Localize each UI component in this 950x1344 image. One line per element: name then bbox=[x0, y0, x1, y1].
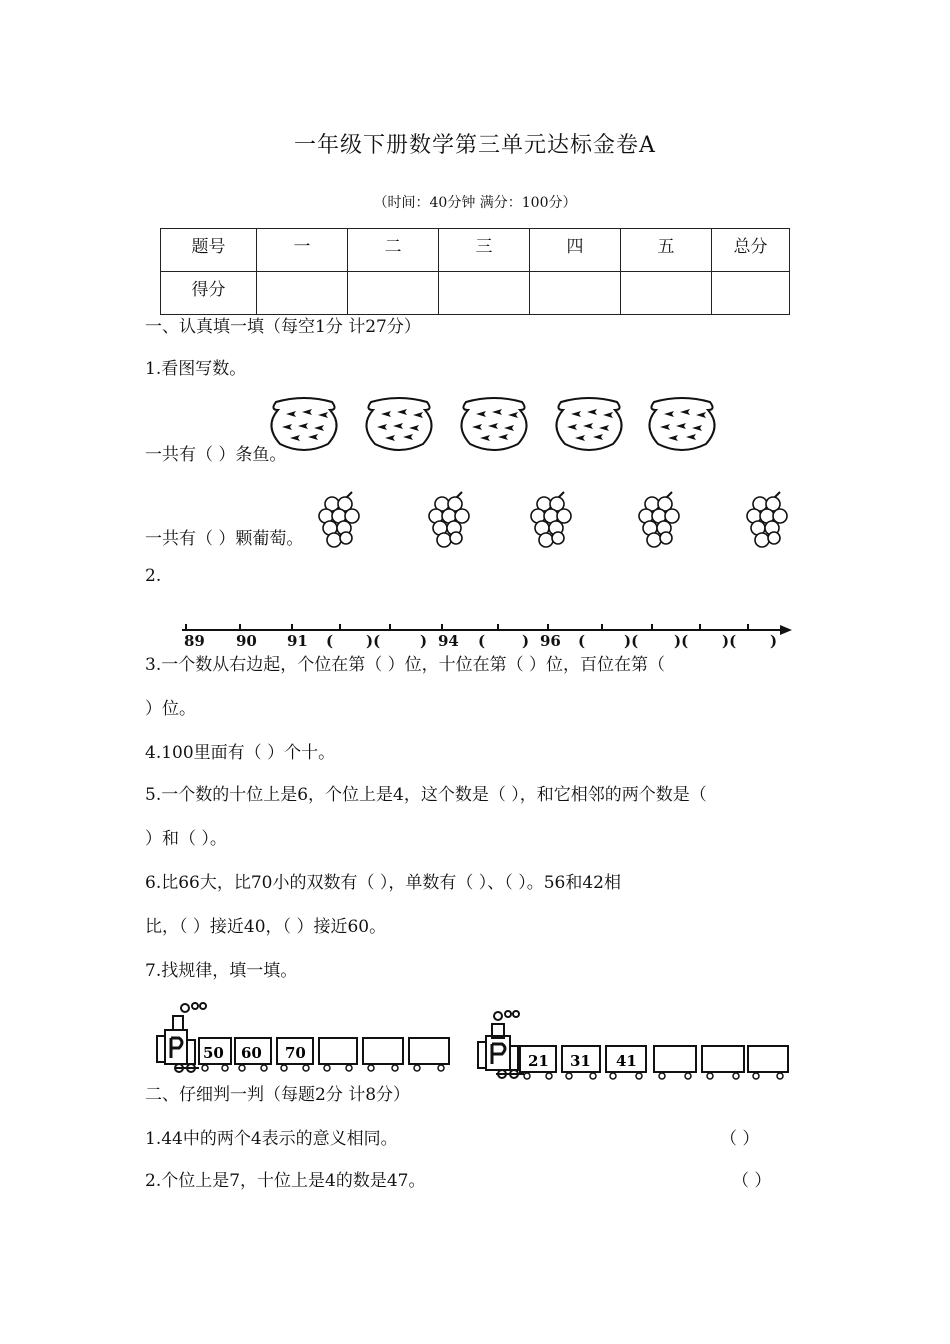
grape-icon bbox=[319, 492, 359, 547]
train-car-blank[interactable] bbox=[702, 1046, 744, 1079]
tick-label: ) bbox=[420, 632, 428, 650]
score-table bbox=[160, 228, 790, 315]
fish-bowl-icon bbox=[366, 398, 431, 450]
tick-label: ( bbox=[326, 632, 334, 650]
score-header-cell: 题号 bbox=[161, 229, 257, 272]
score-input-cell[interactable] bbox=[621, 272, 712, 315]
tick-label: 90 bbox=[236, 632, 257, 650]
train-car bbox=[235, 1038, 271, 1071]
page-title: 一年级下册数学第三单元达标金卷A bbox=[294, 133, 656, 158]
tick-label: )( bbox=[722, 632, 737, 650]
train-car-number: 50 bbox=[203, 1044, 224, 1062]
score-header-cell: 总分 bbox=[712, 229, 790, 272]
train-car-blank[interactable] bbox=[319, 1038, 357, 1071]
judge-item-2: 2.个位上是7，十位上是4的数是47。 bbox=[145, 1171, 426, 1191]
q6-line1: 6.比66大，比70小的双数有（ ），单数有（ ）、（ ）。56和42相 bbox=[145, 873, 621, 893]
score-header-cell: 五 bbox=[621, 229, 712, 272]
judge-answer-blank[interactable]: （ ） bbox=[720, 1129, 760, 1149]
score-input-cell[interactable] bbox=[348, 272, 439, 315]
tick-label: ) bbox=[522, 632, 530, 650]
score-input-cell[interactable] bbox=[257, 272, 348, 315]
score-header-cell: 二 bbox=[348, 229, 439, 272]
score-header-cell: 三 bbox=[439, 229, 530, 272]
train-car bbox=[277, 1038, 313, 1071]
judge-item-1: 1.44中的两个4表示的意义相同。 bbox=[145, 1129, 398, 1149]
train-car-number: 21 bbox=[528, 1052, 549, 1070]
fish-bowl-icon bbox=[649, 398, 714, 450]
train-car bbox=[606, 1046, 646, 1079]
fish-bowl-icon bbox=[556, 398, 621, 450]
train-1-illustration bbox=[155, 1000, 455, 1080]
train-car bbox=[520, 1046, 556, 1079]
tick-label: )( bbox=[366, 632, 381, 650]
train-2-cars bbox=[520, 1046, 788, 1079]
tick-label: )( bbox=[674, 632, 689, 650]
grapes-illustration bbox=[318, 492, 798, 556]
grape-icon bbox=[639, 492, 679, 547]
tick-label: 94 bbox=[438, 632, 459, 650]
score-row-label: 得分 bbox=[161, 272, 257, 315]
train-car-blank[interactable] bbox=[654, 1046, 696, 1079]
tick-label: 96 bbox=[540, 632, 561, 650]
section1-heading: 一、认真填一填（每空1分 计27分） bbox=[145, 317, 421, 337]
score-header-cell: 四 bbox=[530, 229, 621, 272]
q1-grape-line: 一共有（ ）颗葡萄。 bbox=[145, 529, 304, 549]
q1-fish-line: 一共有（ ）条鱼。 bbox=[145, 445, 287, 465]
q1-text: 1.看图写数。 bbox=[145, 359, 247, 379]
score-input-cell[interactable] bbox=[439, 272, 530, 315]
q5-line2: ）和（ ）。 bbox=[145, 829, 227, 849]
q3-line1: 3.一个数从右边起，个位在第（ ）位，十位在第（ ）位，百位在第（ bbox=[145, 655, 666, 675]
number-line-arrow-icon bbox=[780, 625, 792, 635]
tick-label: 89 bbox=[184, 632, 205, 650]
section2-heading: 二、仔细判一判（每题2分 计8分） bbox=[145, 1085, 411, 1105]
train-car-number: 31 bbox=[570, 1052, 591, 1070]
train-car bbox=[199, 1038, 231, 1071]
q3-line2: ）位。 bbox=[145, 699, 196, 719]
fish-bowl-icon bbox=[461, 398, 526, 450]
train-car-number: 70 bbox=[285, 1044, 306, 1062]
q4-text: 4.100里面有（ ）个十。 bbox=[145, 743, 336, 763]
train-car-blank[interactable] bbox=[363, 1038, 403, 1071]
train-car-blank[interactable] bbox=[748, 1046, 788, 1079]
q6-line2: 比，（ ）接近40，（ ）接近60。 bbox=[145, 917, 387, 937]
tick-label: )( bbox=[624, 632, 639, 650]
q5-line1: 5.一个数的十位上是6，个位上是4，这个数是（ ），和它相邻的两个数是（ bbox=[145, 785, 707, 805]
train-car-number: 60 bbox=[241, 1044, 262, 1062]
score-table-header-row bbox=[161, 229, 790, 272]
score-input-cell[interactable] bbox=[530, 272, 621, 315]
grape-icon bbox=[429, 492, 469, 547]
train-car-number: 41 bbox=[616, 1052, 637, 1070]
grape-icon bbox=[531, 492, 571, 547]
train-car-blank[interactable] bbox=[409, 1038, 449, 1071]
judge-answer-blank[interactable]: （ ） bbox=[732, 1171, 772, 1191]
train-1-cars bbox=[199, 1038, 449, 1071]
score-table-score-row bbox=[161, 272, 790, 315]
exam-info: （时间：40分钟 满分：100分） bbox=[373, 195, 577, 211]
train-car bbox=[562, 1046, 600, 1079]
tick-label: ( bbox=[578, 632, 586, 650]
q7-text: 7.找规律，填一填。 bbox=[145, 961, 298, 981]
tick-label: ) bbox=[770, 632, 778, 650]
tick-label: ( bbox=[478, 632, 486, 650]
fish-bowls-illustration bbox=[268, 396, 728, 454]
q2-text: 2. bbox=[145, 566, 162, 586]
train-2-illustration bbox=[476, 1006, 796, 1086]
grape-icon bbox=[747, 492, 787, 547]
score-header-cell: 一 bbox=[257, 229, 348, 272]
score-input-cell[interactable] bbox=[712, 272, 790, 315]
tick-label: 91 bbox=[287, 632, 308, 650]
